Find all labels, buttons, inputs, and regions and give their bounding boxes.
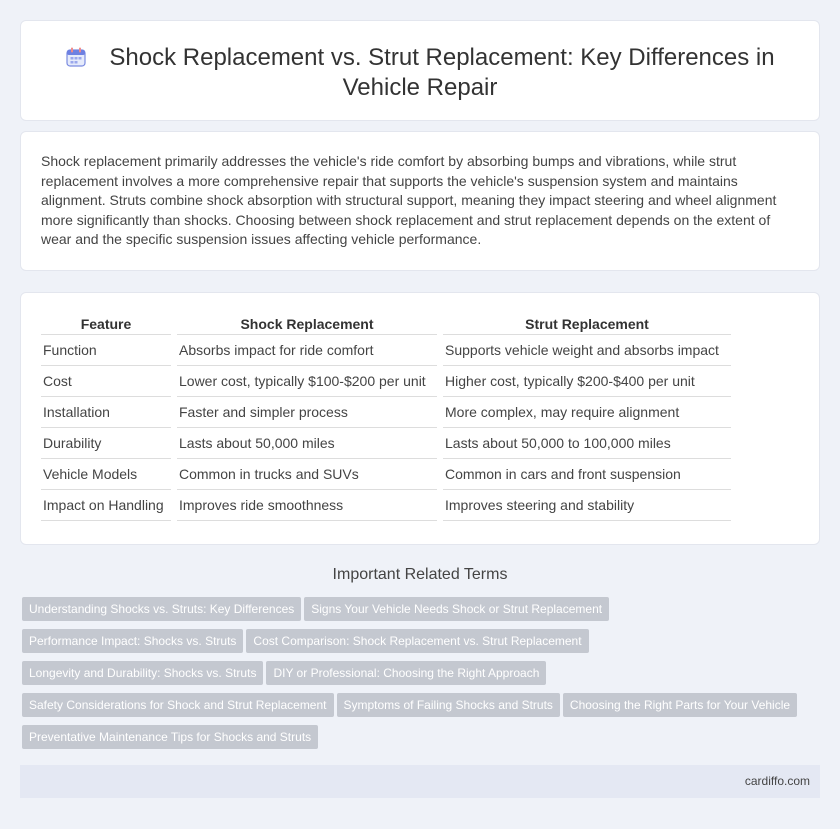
table-cell: Durability <box>41 428 171 459</box>
page-title <box>51 43 789 103</box>
related-terms-heading: Important Related Terms <box>332 566 508 583</box>
intro-card <box>20 131 820 271</box>
related-tag[interactable]: Signs Your Vehicle Needs Shock or Strut Replacement <box>304 597 609 621</box>
table-header-row <box>41 315 731 335</box>
table-cell: Function <box>41 335 171 366</box>
table-cell: Improves ride smoothness <box>177 490 437 521</box>
table-cell: Impact on Handling <box>41 490 171 521</box>
table-cell: Higher cost, typically $200-$400 per unit <box>443 366 731 397</box>
related-tag[interactable]: Cost Comparison: Shock Replacement vs. Strut Replacement <box>246 629 588 653</box>
calendar-icon <box>65 46 87 68</box>
table-cell: More complex, may require alignment <box>443 397 731 428</box>
table-cell: Common in cars and front suspension <box>443 459 731 490</box>
table-cell: Lasts about 50,000 to 100,000 miles <box>443 428 731 459</box>
table-row <box>41 490 731 521</box>
footer <box>20 765 820 798</box>
table-row <box>41 397 731 428</box>
table-cell: Faster and simpler process <box>177 397 437 428</box>
table-cell: Lower cost, typically $100-$200 per unit <box>177 366 437 397</box>
intro-paragraph: Shock replacement primarily addresses the vehicle's ride comfort by absorbing bumps and vibrations, while strut replacement involves a more comprehensive repair that supports the vehicle's suspension system and maintains alignment. Struts combine shock absorption with structural support, meaning they impact steering and wheel alignment more significantly than shocks. Choosing between shock replacement and strut replacement depends on the extent of wear and the specific suspension issues affecting vehicle performance. <box>41 153 777 247</box>
related-tag[interactable]: Preventative Maintenance Tips for Shocks and Struts <box>22 725 318 749</box>
header-strut: Strut Replacement <box>443 315 731 335</box>
related-tag[interactable]: Performance Impact: Shocks vs. Struts <box>22 629 243 653</box>
table-row <box>41 459 731 490</box>
table-row <box>41 335 731 366</box>
comparison-card <box>20 292 820 545</box>
footer-site[interactable]: cardiffo.com <box>744 774 810 788</box>
table-row <box>41 366 731 397</box>
related-tag[interactable]: DIY or Professional: Choosing the Right Approach <box>266 661 546 685</box>
table-cell: Common in trucks and SUVs <box>177 459 437 490</box>
related-tag[interactable]: Safety Considerations for Shock and Strut Replacement <box>22 693 334 717</box>
header-feature: Feature <box>41 315 171 335</box>
table-cell: Lasts about 50,000 miles <box>177 428 437 459</box>
table-cell: Absorbs impact for ride comfort <box>177 335 437 366</box>
related-tag[interactable]: Symptoms of Failing Shocks and Struts <box>337 693 560 717</box>
related-tag[interactable]: Longevity and Durability: Shocks vs. Struts <box>22 661 263 685</box>
table-cell: Installation <box>41 397 171 428</box>
title-card <box>20 20 820 121</box>
related-tags <box>20 597 820 757</box>
related-tag[interactable]: Understanding Shocks vs. Struts: Key Differences <box>22 597 301 621</box>
header-shock: Shock Replacement <box>177 315 437 335</box>
related-tag[interactable]: Choosing the Right Parts for Your Vehicle <box>563 693 797 717</box>
comparison-table <box>35 315 737 521</box>
table-cell: Vehicle Models <box>41 459 171 490</box>
page-title-text: Shock Replacement vs. Strut Replacement: Key Differences in Vehicle Repair <box>109 44 775 101</box>
related-terms-section <box>20 565 820 757</box>
table-row <box>41 428 731 459</box>
table-cell: Cost <box>41 366 171 397</box>
table-cell: Supports vehicle weight and absorbs impact <box>443 335 731 366</box>
table-cell: Improves steering and stability <box>443 490 731 521</box>
